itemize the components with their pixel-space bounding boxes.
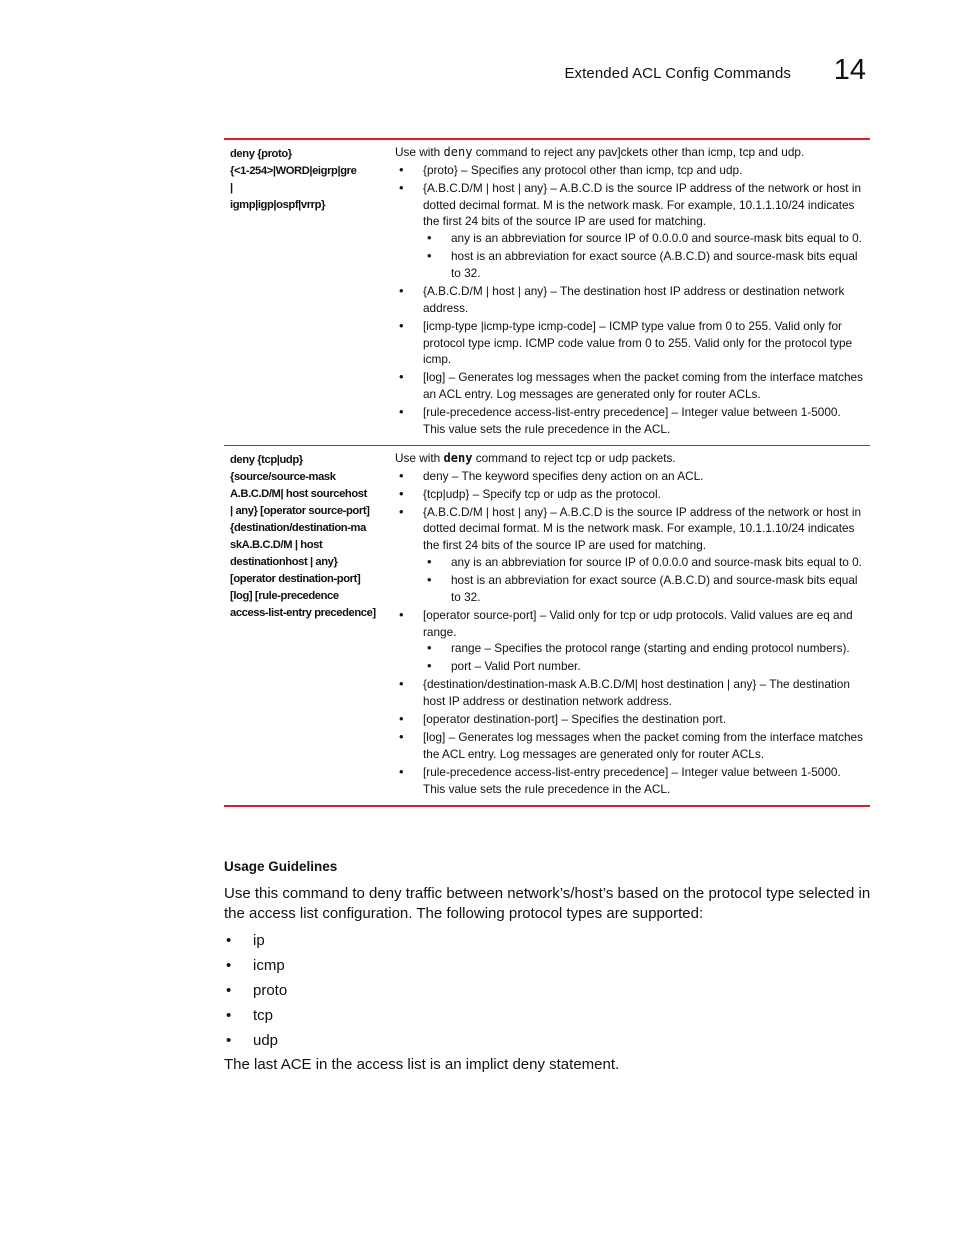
section-heading: Usage Guidelines — [224, 859, 338, 874]
command-description — [387, 140, 870, 445]
chapter-number: 14 — [833, 54, 866, 86]
parameter-list — [395, 468, 866, 798]
command-line: access-list-entry precedence] — [230, 606, 376, 619]
table-bottom-rule — [224, 805, 870, 807]
command-line: {source/source-mask — [230, 470, 336, 483]
command-line: deny {proto} — [230, 148, 292, 160]
command-line: skA.B.C.D/M | host — [230, 538, 323, 551]
list-item: • {tcp|udp} – Specify tcp or udp as the protocol. — [399, 485, 661, 501]
list-item: • [icmp-type |icmp-type icmp-code] – ICMP type value from 0 to 255. Valid only for protocol type icmp. ICMP code value from 0 to 255. Valid only for the protocol type icmp. — [399, 317, 853, 367]
command-line: {destination/destination-ma — [230, 521, 366, 534]
command-table — [224, 138, 870, 807]
list-item: • [rule-precedence access-list-entry precedence] – Integer value between 1-5000. This value sets the rule precedence in the ACL. — [399, 404, 841, 436]
sub-list — [423, 640, 866, 675]
list-item: • {proto} – Specifies any protocol other than icmp, tcp and udp. — [399, 161, 743, 177]
command-line: deny {tcp|udp} — [230, 453, 303, 466]
list-item: • host is an abbreviation for exact source (A.B.C.D) and source-mask bits equal to 32. — [427, 572, 858, 604]
command-line: | any} [operator source-port] — [230, 504, 370, 517]
command-line: | — [230, 182, 233, 194]
running-header-title: Extended ACL Config Commands — [564, 65, 791, 82]
description-intro: Use with deny command to reject any pav]ckets other than icmp, tcp and udp. — [395, 145, 805, 159]
command-line: [log] [rule-precedence — [230, 589, 339, 602]
list-item: • any is an abbreviation for source IP of 0.0.0.0 and source-mask bits equal to 0. — [427, 554, 862, 570]
deny-keyword: deny — [443, 145, 473, 159]
list-item: • {A.B.C.D/M | host | any} – A.B.C.D is the source IP address of the network or host in dotted decimal format. M is the network mask. For example, 10.1.1.10/24 indicates the first 24 bits of the source IP are used for matching. • any is an abbreviation for source IP of 0.0.0.0 and source-mask bits equal to 0. • host is an abbreviation for exact source (A.B.C.D) and source-mask bits equal to 32. — [395, 504, 866, 606]
command-description — [387, 446, 870, 805]
command-line: {<1-254>|WORD|eigrp|gre — [230, 165, 357, 177]
sub-list — [423, 554, 866, 606]
list-item: • ip — [226, 932, 265, 949]
parameter-list — [395, 162, 866, 438]
command-syntax — [224, 446, 387, 805]
list-item: • [rule-precedence access-list-entry precedence] – Integer value between 1-5000. This value sets the rule precedence in the ACL. — [399, 763, 841, 796]
usage-paragraph: Use this command to deny traffic between network’s/host’s based on the protocol type selected in the access list configuration. The following protocol types are supported: — [224, 885, 871, 922]
list-item: • any is an abbreviation for source IP of 0.0.0.0 and source-mask bits equal to 0. — [427, 230, 862, 246]
command-line: igmp|igp|ospf|vrrp} — [230, 199, 326, 211]
command-syntax — [224, 140, 387, 445]
command-line: [operator destination-port] — [230, 572, 361, 585]
table-row — [224, 446, 870, 805]
closing-paragraph: The last ACE in the access list is an implict deny statement. — [224, 1056, 620, 1073]
list-item: • {A.B.C.D/M | host | any} – A.B.C.D is the source IP address of the network or host in dotted decimal format. M is the network mask. For example, 10.1.1.10/24 indicates the first 24 bits of the source IP are used for matching. • any is an abbreviation for source IP of 0.0.0.0 and source-mask bits equal to 0. • host is an abbreviation for exact source (A.B.C.D) and source-mask bits equal to 32. — [395, 180, 866, 282]
list-item: • port – Valid Port number. — [427, 658, 581, 674]
command-line: A.B.C.D/M| host sourcehost — [230, 487, 367, 500]
list-item: • [operator source-port] – Valid only for tcp or udp protocols. Valid values are eq and range. • range – Specifies the protocol range (starting and ending protocol numbers). • port – Valid Port number. — [395, 607, 866, 675]
list-item: • udp — [226, 1032, 279, 1049]
command-line: destinationhost | any} — [230, 555, 338, 568]
protocol-list — [224, 931, 287, 1056]
list-item: • [operator destination-port] – Specifies the destination port. — [399, 711, 726, 727]
table-row — [224, 140, 870, 445]
list-item: • {destination/destination-mask A.B.C.D/M| host destination | any} – The destination host IP address or destination network address. — [399, 676, 850, 709]
list-item: • [log] – Generates log messages when the packet coming from the interface matches the ACL entry. Log messages are generated only for router ACLs. — [399, 729, 863, 761]
deny-keyword: deny — [443, 450, 473, 465]
list-item: • {A.B.C.D/M | host | any} – The destination host IP address or destination network address. — [399, 282, 845, 315]
list-item: • host is an abbreviation for exact source (A.B.C.D) and source-mask bits equal to 32. — [427, 248, 858, 280]
sub-list — [423, 230, 866, 282]
list-item: • deny – The keyword specifies deny action on an ACL. — [399, 467, 704, 483]
list-item: • icmp — [226, 957, 285, 974]
list-item: • proto — [226, 982, 288, 999]
description-intro: Use with deny command to reject tcp or udp packets. — [395, 450, 676, 465]
list-item: • tcp — [226, 1007, 274, 1024]
list-item: • range – Specifies the protocol range (starting and ending protocol numbers). — [427, 640, 850, 656]
list-item: • [log] – Generates log messages when the packet coming from the interface matches an ACL entry. Log messages are generated only for router ACLs. — [399, 369, 863, 402]
